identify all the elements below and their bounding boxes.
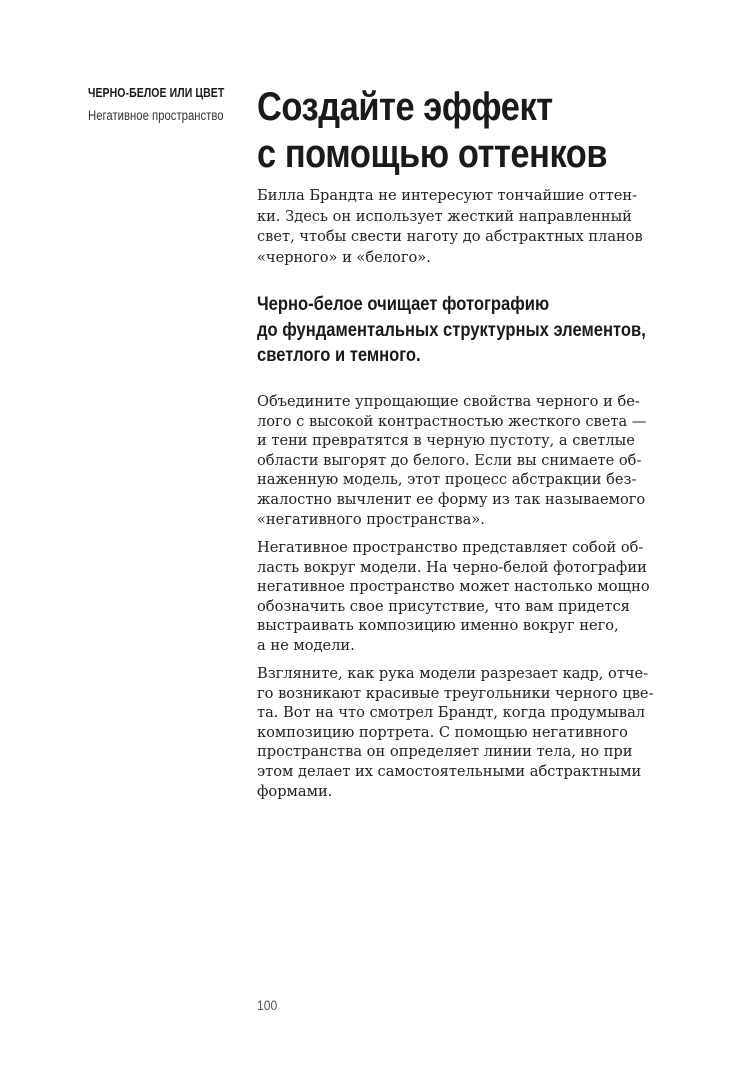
subheading-line: Черно-белое очищает фотографию xyxy=(257,293,550,315)
text-line: го возникают красивые треугольники черного цве- xyxy=(257,684,654,702)
subheading-line: до фундаментальных структурных элементов, xyxy=(257,318,646,341)
text-line: этом делает их самостоятельными абстрактными xyxy=(257,762,642,780)
text-line: свет, чтобы свести наготу до абстрактных планов xyxy=(257,228,643,245)
text-line: обозначить свое присутствие, что вам придется xyxy=(257,597,630,615)
text-line: области выгорят до белого. Если вы снимаете об- xyxy=(257,451,642,469)
text-line: негативное пространство может настолько мощно xyxy=(257,578,650,596)
subsection-label: Негативное пространство xyxy=(88,108,224,123)
text-line: жалостно вычленит ее форму из так называемого xyxy=(257,490,646,508)
article xyxy=(257,84,667,800)
text-line: наженную модель, этот процесс абстракции без- xyxy=(257,471,637,489)
text-line: а не модели. xyxy=(257,636,355,654)
text-line: лого с высокой контрастностью жесткого света — xyxy=(257,412,647,430)
lead-paragraph xyxy=(257,186,667,268)
text-line: «черного» и «белого». xyxy=(257,248,431,266)
text-line: «негативного пространства». xyxy=(257,510,485,528)
text-line: формами. xyxy=(257,782,333,800)
text-line: пространства он определяет линии тела, но при xyxy=(257,743,633,761)
page-title xyxy=(257,84,610,178)
body-paragraph xyxy=(257,664,667,801)
subheading xyxy=(257,292,646,369)
text-line: та. Вот на что смотрел Брандт, когда продумывал xyxy=(257,704,646,722)
body-paragraph xyxy=(257,392,667,529)
page-number: 100 xyxy=(257,998,278,1013)
title-line: с помощью оттенков xyxy=(257,132,608,176)
text-line: и тени превратятся в черную пустоту, а светлые xyxy=(257,432,635,450)
text-line: Объедините упрощающие свойства черного и бе- xyxy=(257,393,640,410)
body-paragraph xyxy=(257,538,667,656)
text-line: ласть вокруг модели. На черно-белой фотографии xyxy=(257,558,647,576)
text-line: Негативное пространство представляет собой об- xyxy=(257,539,644,556)
text-line: Взгляните, как рука модели разрезает кадр, отче- xyxy=(257,665,649,682)
text-line: композицию портрета. С помощью негативного xyxy=(257,723,628,741)
text-line: Билла Брандта не интересуют тончайшие оттен- xyxy=(257,187,638,204)
running-header xyxy=(88,84,238,126)
text-line: выстраивать композицию именно вокруг него, xyxy=(257,617,619,635)
text-line: ки. Здесь он использует жесткий направленный xyxy=(257,207,632,225)
section-label: ЧЕРНО-БЕЛОЕ ИЛИ ЦВЕТ xyxy=(88,86,225,100)
subheading-line: светлого и темного. xyxy=(257,344,421,366)
title-line: Создайте эффект xyxy=(257,85,553,129)
